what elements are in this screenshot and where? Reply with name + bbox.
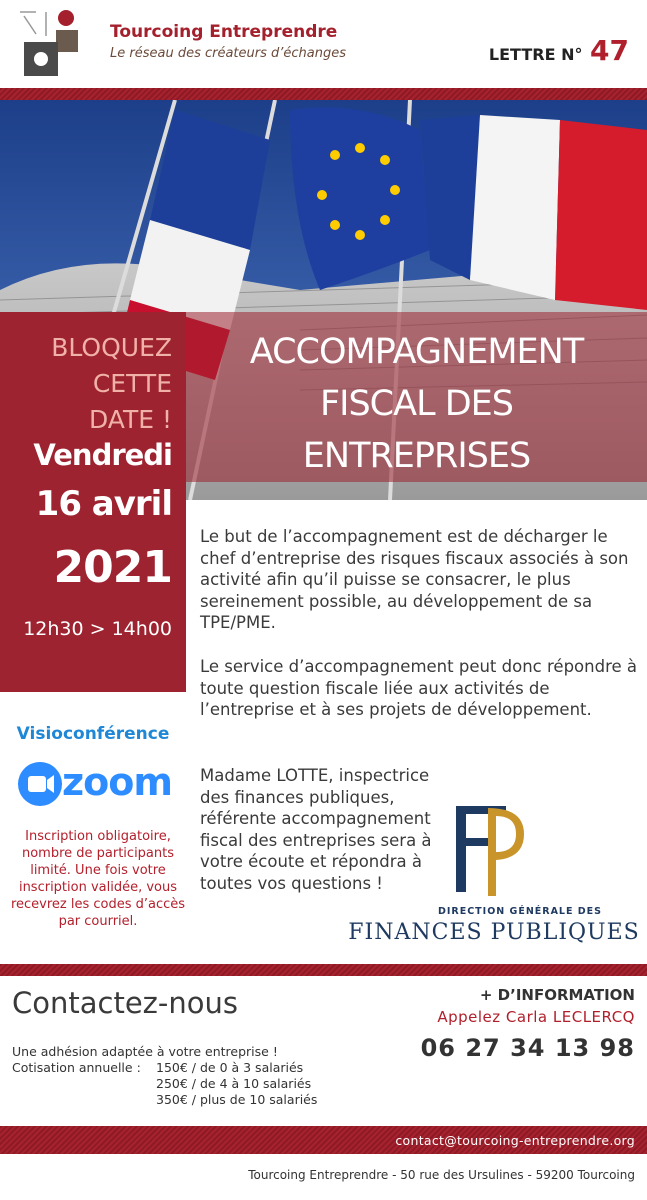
top-divider [0,88,647,100]
lettre-label: LETTRE N° [488,45,583,64]
email-link[interactable]: contact@tourcoing-entreprendre.org [395,1133,635,1148]
page-title [186,326,647,482]
dgfip-logo [448,800,528,900]
title-line-2: FISCAL DES [320,384,513,424]
membership-text: Une adhésion adaptée à votre entreprise ! [12,1044,278,1059]
description [200,526,640,743]
fee-item: 150€ / de 0 à 3 salariés [156,1060,304,1075]
phone-number[interactable]: 06 27 34 13 98 [420,1034,635,1062]
event-year: 2021 [53,542,172,593]
description-paragraph-1: Le but de l’accompagnement est de décharger le chef d’entreprise des risques fiscaux associés à son activité afin qu’il puisse se consacrer, le plus sereinement possible, au développement de sa TPE/PME. [200,527,629,633]
contact-heading: Contactez-nous [12,986,238,1020]
contact-person: Appelez Carla LECLERCQ [437,1008,635,1026]
format-label: Visioconférence [16,724,170,744]
description-paragraph-2: Le service d’accompagnement peut donc répondre à toute question fiscale liée aux activités de l’entreprise et à ses projets de développement. [200,656,637,720]
fee-list [156,1060,317,1108]
lettre-number: 47 [590,34,629,67]
footer-address: Tourcoing Entreprendre - 50 rue des Ursulines - 59200 Tourcoing [248,1168,635,1182]
event-date: 16 avril [35,484,172,524]
tourcoing-logo-icon [14,6,84,82]
brand-subtitle: Le réseau des créateurs d’échanges [110,46,347,61]
dgfip-name: FINANCES PUBLIQUES [348,920,640,945]
brand-title: Tourcoing Entreprendre [110,22,338,42]
contact-divider [0,964,647,976]
title-line-3: ENTREPRISES [302,436,531,476]
title-line-1: ACCOMPAGNEMENT [249,332,584,372]
dgfip-direction-label: DIRECTION GÉNÉRALE DES [437,906,602,917]
event-hours: 12h30 > 14h00 [23,618,172,640]
event-day: Vendredi [33,438,172,472]
save-the-date-label: BLOQUEZ CETTE DATE ! [51,333,172,434]
fee-item: 350€ / plus de 10 salariés [156,1092,318,1107]
newsletter-number [489,34,629,67]
fee-label: Cotisation annuelle : [12,1060,141,1075]
registration-notice: Inscription obligatoire, nombre de participants limité. Une fois votre inscription validée, vous recevrez les codes d’accès par courriel. [10,829,186,929]
zoom-wordmark: zoom [62,760,172,804]
more-info-label: + D’INFORMATION [479,986,635,1004]
description-paragraph-3: Madame LOTTE, inspectrice des finances publiques, référente accompagnement fiscal des entreprises sera à votre écoute et répondra à toutes vos questions ! [200,766,432,893]
fee-item: 250€ / de 4 à 10 salariés [156,1076,312,1091]
